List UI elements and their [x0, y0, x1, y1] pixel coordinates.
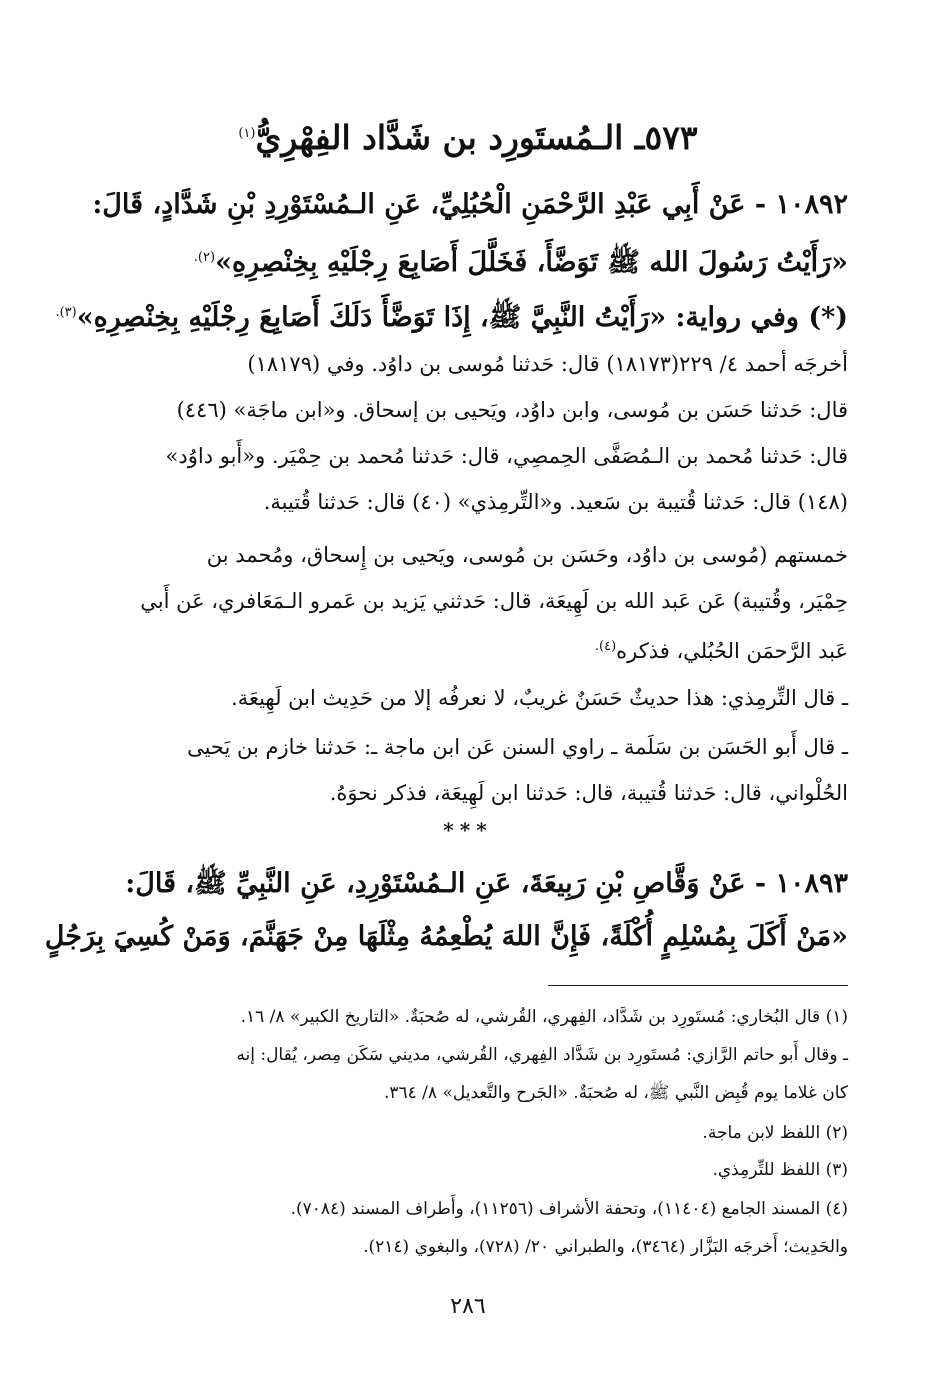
isnad-line: حِمْيَر، وقُتيبة) عَن عَبد الله بن لَهِيعَة، قال: حَدثني يَزيد بن عَمرو الـمَعَافري، عَن أَبي	[140, 589, 848, 613]
footnote-line: ـ وقال أَبو حاتم الرَّازي: مُستَورِد بن شَدَّاد الفِهري، القُرشي، مديني سَكَن مِصر، يُقال: إنه	[236, 1045, 848, 1065]
isnad-line-text: عَبد الرَّحمَن الحُبُلي، فذكره	[616, 639, 848, 663]
entry-title-text: ٥٧٣ـ الـمُستَورِد بن شَدَّاد الفِهْرِيُّ	[255, 118, 698, 157]
footnote-line: والحَدِيث؛ أَخرجَه البَزَّار (٣٤٦٤)، والطبراني ٢٠/ (٧٢٨)، والبغوي (٢١٤).	[363, 1237, 848, 1257]
page-number: ٢٨٦	[450, 1294, 486, 1319]
book-page	[44, 0, 848, 1384]
hadith-10892-line-1: ١٠٨٩٢ - عَنْ أَبِي عَبْدِ الرَّحْمَنِ الْحُبُلِيِّ، عَنِ الـمُسْتَوْرِدِ بْنِ شَدَّادٍ، قَالَ:	[92, 189, 848, 220]
takhrij-line: قال: حَدثنا حَسَن بن مُوسى، وابن داوُد، ويَحيى بن إسحاق. و«ابن ماجَة» (٤٤٦)	[176, 398, 848, 422]
entry-title	[88, 112, 848, 160]
hadith-10893-line-1: ١٠٨٩٣ - عَنْ وَقَّاصِ بْنِ رَبِيعَةَ، عَنِ الـمُسْتَوْرِدِ، عَنِ النَّبِيِّ ﷺ، قَالَ:	[125, 868, 848, 899]
footnote-ref-3: (٣).	[55, 305, 77, 320]
footnote-ref-1: (١)	[238, 126, 256, 141]
footnote-ref-4: (٤).	[594, 639, 617, 654]
tirmidhi-comment: ـ قال التِّرمِذي: هذا حديثٌ حَسَنٌ غريبٌ، لا نعرفُه إلا من حَدِيث ابن لَهِيعَة.	[231, 686, 848, 710]
hadith-10892-line-2	[88, 236, 848, 285]
footnote-line: (٤) المسند الجامع (١١٤٠٤)، وتحفة الأشراف (١١٢٥٦)، وأَطراف المسند (٧٠٨٤).	[290, 1199, 848, 1219]
takhrij-line: (١٤٨) قال: حَدثنا قُتيبة بن سَعيد. و«التِّرمِذي» (٤٠) قال: حَدثنا قُتيبة.	[263, 490, 848, 514]
abu-hasan-comment-line: الحُلْواني، قال: حَدثنا قُتيبة، قال: حَدثنا ابن لَهِيعَة، فذكر نحوَهُ.	[329, 781, 848, 805]
footnote-line: كان غلاما يوم قُبِض النَّبي ﷺ، له صُحبَةٌ. «الجَرح والتَّعديل» ٨/ ٣٦٤.	[383, 1083, 848, 1103]
footnote-divider	[548, 985, 848, 986]
footnote-ref-2: (٢).	[193, 250, 216, 265]
abu-hasan-comment-line: ـ قال أَبو الحَسَن بن سَلَمة ـ راوي السنن عَن ابن ماجة ـ: حَدثنا خازم بن يَحيى	[187, 735, 848, 759]
hadith-10892-matn: «رَأَيْتُ رَسُولَ الله ﷺ تَوَضَّأَ، فَخَلَّلَ أَصَابِعَ رِجْلَيْهِ بِخِنْصِرِهِ»	[215, 247, 848, 278]
takhrij-line: أخرجَه أحمد ٤/ ٢٢٩(١٨١٧٣) قال: حَدثنا مُوسى بن داوُد. وفي (١٨١٧٩)	[247, 352, 848, 376]
footnote-line: (١) قال البُخاري: مُستَورِد بن شَدَّاد، الفِهري، القُرشي، له صُحبَةٌ. «التاريخ الكبير» ٨/ ١٦.	[240, 1007, 848, 1027]
riwaya-text: (*) وفي رواية: «رَأَيْتُ النَّبِيَّ ﷺ، إِذَا تَوَضَّأَ دَلَكَ أَصَابِعَ رِجْلَيْهِ بِخِنْصِرِهِ»	[76, 302, 848, 333]
footnote-line: (٣) اللفظ للتِّرمِذي.	[712, 1160, 848, 1180]
isnad-line	[88, 629, 848, 669]
hadith-10893-line-2: «مَنْ أَكَلَ بِمُسْلِمٍ أُكْلَةً، فَإِنَّ اللهَ يُطْعِمُهُ مِثْلَهَا مِنْ جَهَنَّمَ، وَمَنْ كُسِيَ بِرَجُلٍ	[44, 921, 848, 952]
footnote-line: (٢) اللفظ لابن ماجة.	[702, 1123, 848, 1143]
takhrij-line: قال: حَدثنا مُحمد بن الـمُصَفَّى الحِمصِي، قال: حَدثنا مُحمد بن حِمْيَر. و«أَبو داوُد»	[165, 444, 848, 468]
isnad-line: خمستهم (مُوسى بن داوُد، وحَسَن بن مُوسى، ويَحيى بن إِسحاق، ومُحمد بن	[206, 543, 848, 567]
section-separator: ***	[443, 818, 493, 842]
hadith-10892-riwaya	[55, 291, 848, 340]
